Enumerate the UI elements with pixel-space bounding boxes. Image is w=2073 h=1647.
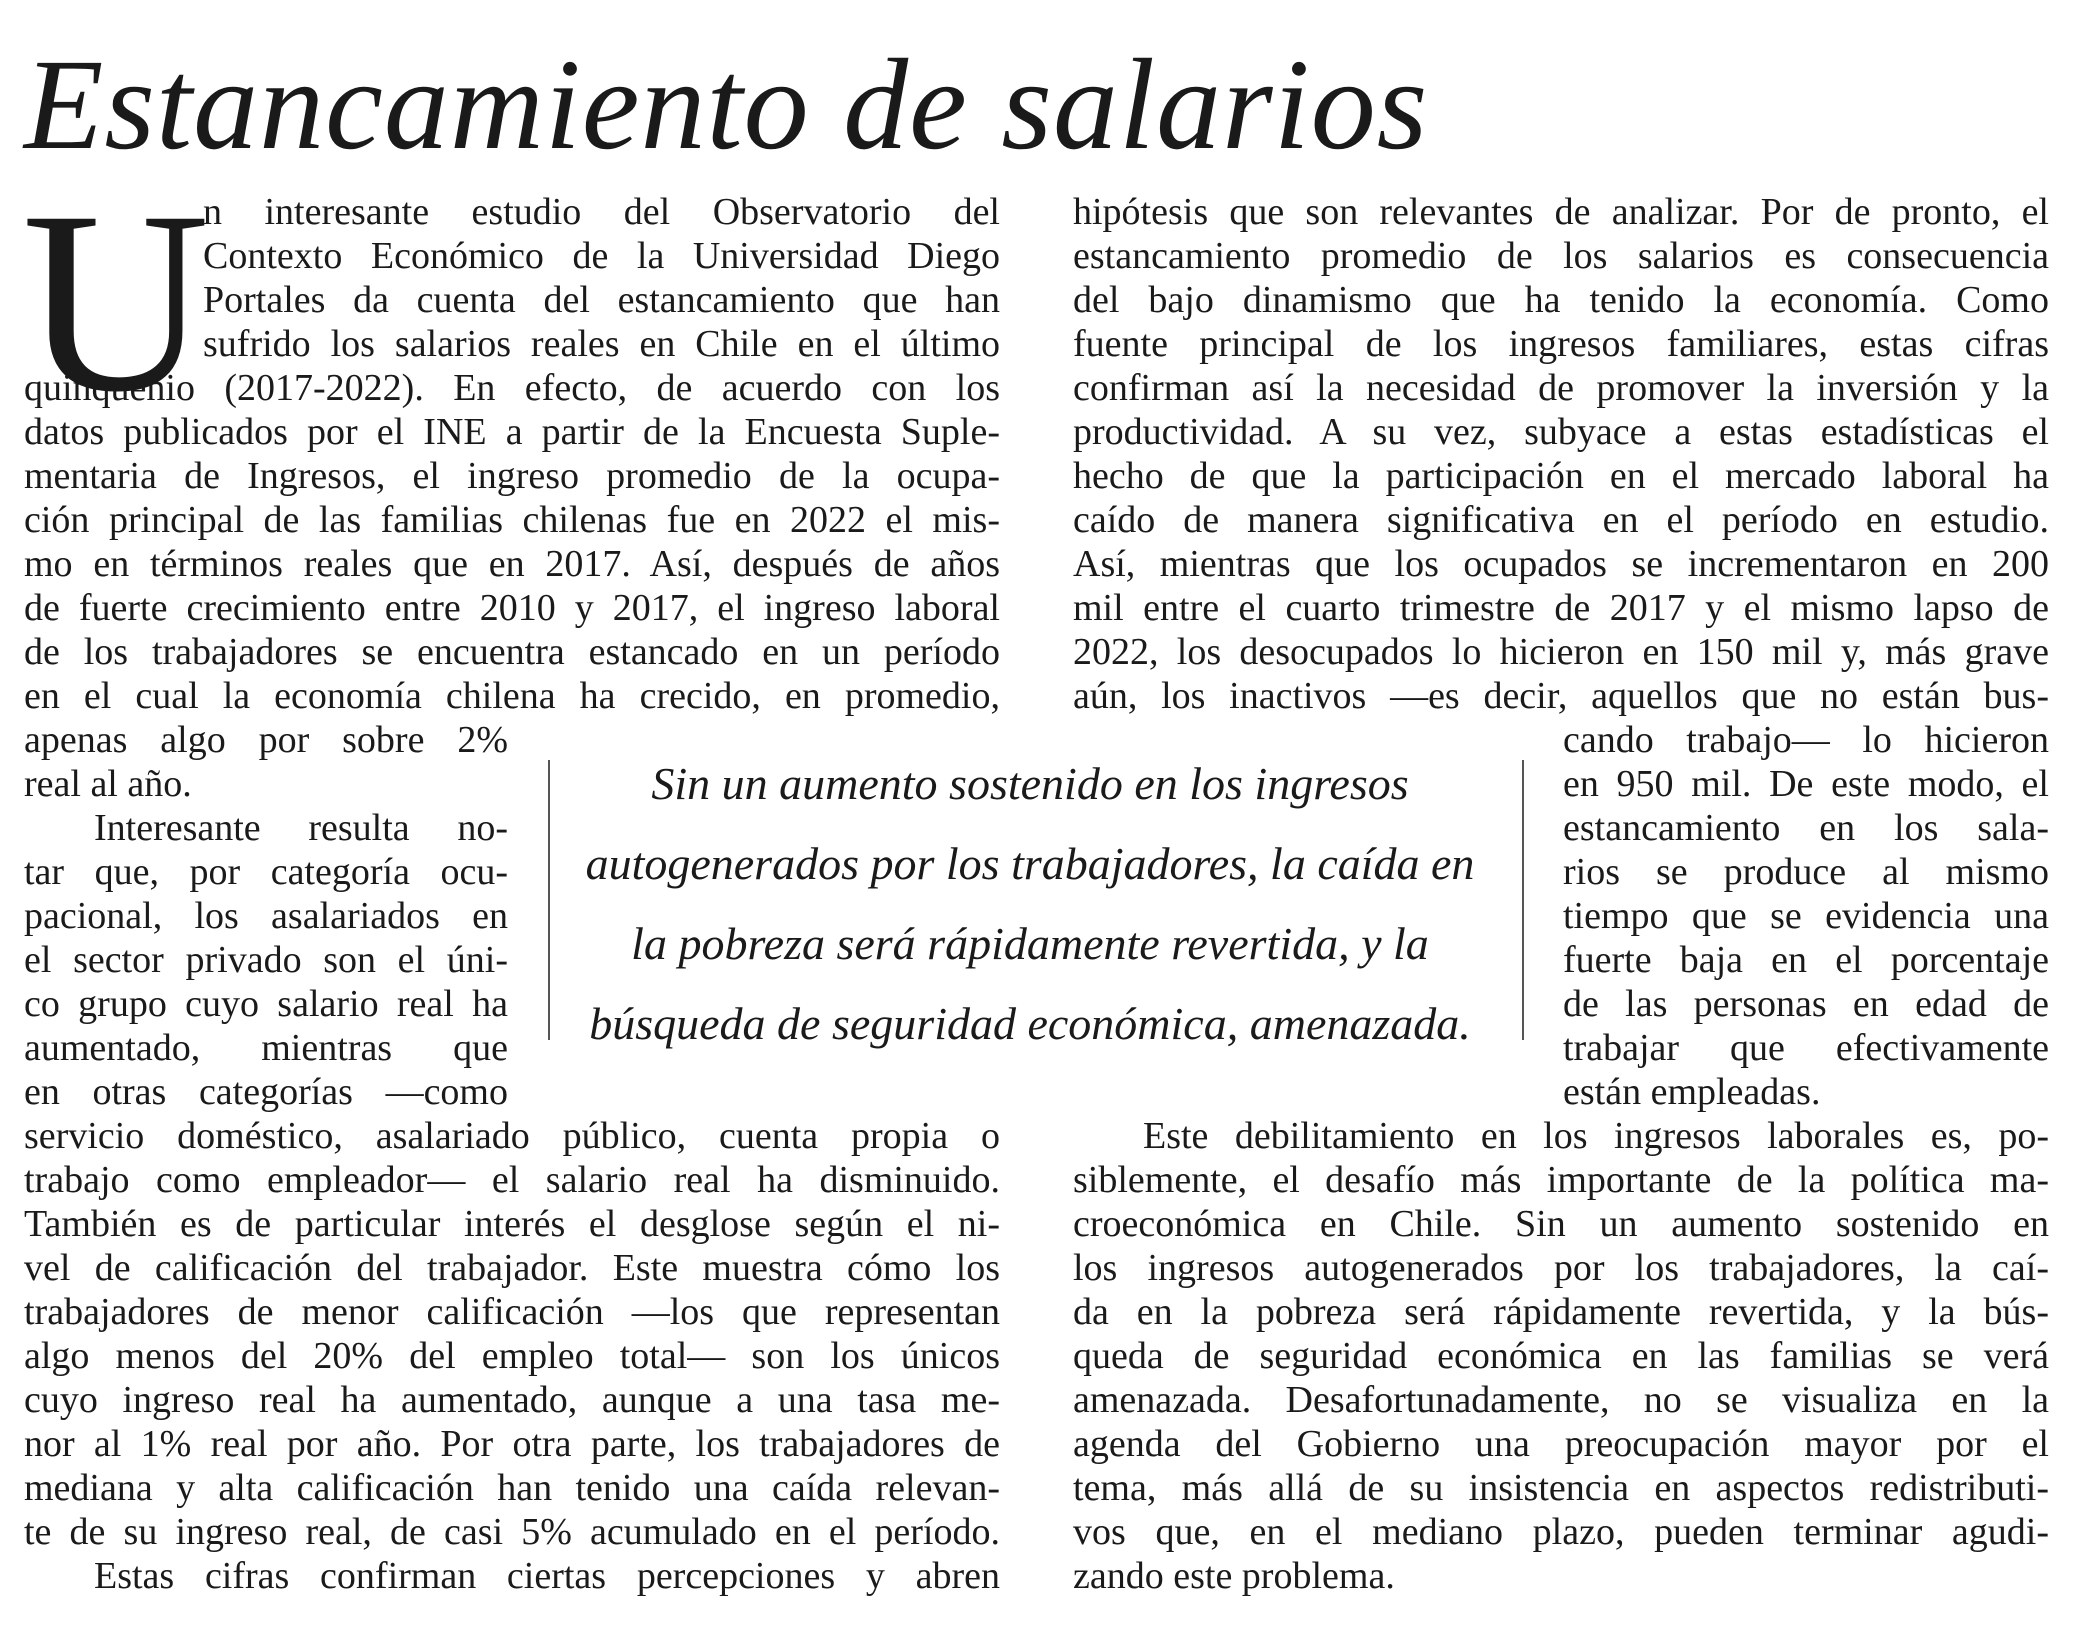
col1-line: ción principal de las familias chilenas fue en 2022 el mis- xyxy=(24,499,1000,541)
col1-line: te de su ingreso real, de casi 5% acumulado en el período. xyxy=(24,1511,1000,1553)
col2-line: cando trabajo— lo hicieron xyxy=(1563,719,2049,761)
col2-line: estancamiento en los sala- xyxy=(1563,807,2049,849)
col1-line: cuyo ingreso real ha aumentado, aunque a una tasa me- xyxy=(24,1379,1000,1421)
col2-line: hecho de que la participación en el mercado laboral ha xyxy=(1073,455,2049,497)
col2-line: en 950 mil. De este modo, el xyxy=(1563,763,2049,805)
col2-line: trabajar que efectivamente xyxy=(1563,1027,2049,1069)
col1-line: Estas cifras confirman ciertas percepciones y abren xyxy=(94,1555,1000,1597)
pull-quote-line: búsqueda de seguridad económica, amenazada. xyxy=(589,998,1471,1049)
col1-line: n interesante estudio del Observatorio del xyxy=(203,191,1000,233)
col2-line: mil entre el cuarto trimestre de 2017 y el mismo lapso de xyxy=(1073,587,2049,629)
col1-line: pacional, los asalariados en xyxy=(24,895,508,937)
col2-line: Así, mientras que los ocupados se incrementaron en 200 xyxy=(1073,543,2049,585)
col1-line: Portales da cuenta del estancamiento que han xyxy=(203,279,1000,321)
col1-line: el sector privado son el úni- xyxy=(24,939,508,981)
col1-line: sufrido los salarios reales en Chile en el último xyxy=(203,323,1000,365)
col1-line: mo en términos reales que en 2017. Así, después de años xyxy=(24,543,1000,585)
col1-line: de fuerte crecimiento entre 2010 y 2017, el ingreso laboral xyxy=(24,587,1000,629)
col1-line: real al año. xyxy=(24,763,192,805)
col1-line: apenas algo por sobre 2% xyxy=(24,719,508,761)
col1-line: trabajadores de menor calificación —los que representan xyxy=(24,1291,1000,1333)
col2-line: hipótesis que son relevantes de analizar. Por de pronto, el xyxy=(1073,191,2049,233)
col2-line: croeconómica en Chile. Sin un aumento sostenido en xyxy=(1073,1203,2049,1245)
drop-cap: U xyxy=(22,158,210,446)
col1-line: Interesante resulta no- xyxy=(94,807,508,849)
pull-quote-line: la pobreza será rápidamente revertida, y la xyxy=(631,918,1429,969)
col1-line: en otras categorías —como xyxy=(24,1071,508,1113)
col1-line: datos publicados por el INE a partir de la Encuesta Suple- xyxy=(24,411,1000,453)
col1-line: trabajo como empleador— el salario real ha disminuido. xyxy=(24,1159,1000,1201)
col1-line: algo menos del 20% del empleo total— son los únicos xyxy=(24,1335,1000,1377)
col2-line: zando este problema. xyxy=(1073,1555,1395,1597)
col1-line: vel de calificación del trabajador. Este muestra cómo los xyxy=(24,1247,1000,1289)
col2-line: confirman así la necesidad de promover la inversión y la xyxy=(1073,367,2049,409)
col1-line: mentaria de Ingresos, el ingreso promedio de la ocupa- xyxy=(24,455,1000,497)
col1-line: en el cual la economía chilena ha crecido, en promedio, xyxy=(24,675,1000,717)
col1-line: co grupo cuyo salario real ha xyxy=(24,983,508,1025)
pull-quote-line: Sin un aumento sostenido en los ingresos xyxy=(651,758,1409,809)
col2-line: del bajo dinamismo que ha tenido la economía. Como xyxy=(1073,279,2049,321)
article-title: Estancamiento de salarios xyxy=(24,33,1429,177)
col2-line: tema, más allá de su insistencia en aspectos redistributi- xyxy=(1073,1467,2049,1509)
pull-quote-line: autogenerados por los trabajadores, la caída en xyxy=(585,838,1475,889)
col2-line: 2022, los desocupados lo hicieron en 150 mil y, más grave xyxy=(1073,631,2049,673)
pull-quote-rule-right xyxy=(1522,760,1524,1040)
col2-line: fuerte baja en el porcentaje xyxy=(1563,939,2049,981)
col2-line: siblemente, el desafío más importante de la política ma- xyxy=(1073,1159,2049,1201)
col1-line: nor al 1% real por año. Por otra parte, los trabajadores de xyxy=(24,1423,1000,1465)
col2-line: estancamiento promedio de los salarios es consecuencia xyxy=(1073,235,2049,277)
col1-line: servicio doméstico, asalariado público, cuenta propia o xyxy=(24,1115,1000,1157)
col1-line: mediana y alta calificación han tenido una caída relevan- xyxy=(24,1467,1000,1509)
col2-line: están empleadas. xyxy=(1563,1071,1821,1113)
col1-line: aumentado, mientras que xyxy=(24,1027,508,1069)
col2-line: fuente principal de los ingresos familiares, estas cifras xyxy=(1073,323,2049,365)
col1-line: También es de particular interés el desglose según el ni- xyxy=(24,1203,1000,1245)
col2-line: rios se produce al mismo xyxy=(1563,851,2049,893)
col2-line: da en la pobreza será rápidamente revertida, y la bús- xyxy=(1073,1291,2049,1333)
col2-line: caído de manera significativa en el período en estudio. xyxy=(1073,499,2049,541)
col2-line: amenazada. Desafortunadamente, no se visualiza en la xyxy=(1073,1379,2049,1421)
col2-line: Este debilitamiento en los ingresos laborales es, po- xyxy=(1143,1115,2049,1157)
col2-line: aún, los inactivos —es decir, aquellos que no están bus- xyxy=(1073,675,2049,717)
col2-line: agenda del Gobierno una preocupación mayor por el xyxy=(1073,1423,2049,1465)
pull-quote-rule-left xyxy=(548,760,550,1040)
col1-line: Contexto Económico de la Universidad Diego xyxy=(203,235,1000,277)
col2-line: de las personas en edad de xyxy=(1563,983,2049,1025)
col2-line: productividad. A su vez, subyace a estas estadísticas el xyxy=(1073,411,2049,453)
col1-line: de los trabajadores se encuentra estancado en un período xyxy=(24,631,1000,673)
col1-line: tar que, por categoría ocu- xyxy=(24,851,508,893)
col2-line: tiempo que se evidencia una xyxy=(1563,895,2049,937)
col2-line: vos que, en el mediano plazo, pueden terminar agudi- xyxy=(1073,1511,2049,1553)
col2-line: los ingresos autogenerados por los trabajadores, la caí- xyxy=(1073,1247,2049,1289)
col2-line: queda de seguridad económica en las familias se verá xyxy=(1073,1335,2049,1377)
col1-line: quinquenio (2017-2022). En efecto, de acuerdo con los xyxy=(24,367,1000,409)
